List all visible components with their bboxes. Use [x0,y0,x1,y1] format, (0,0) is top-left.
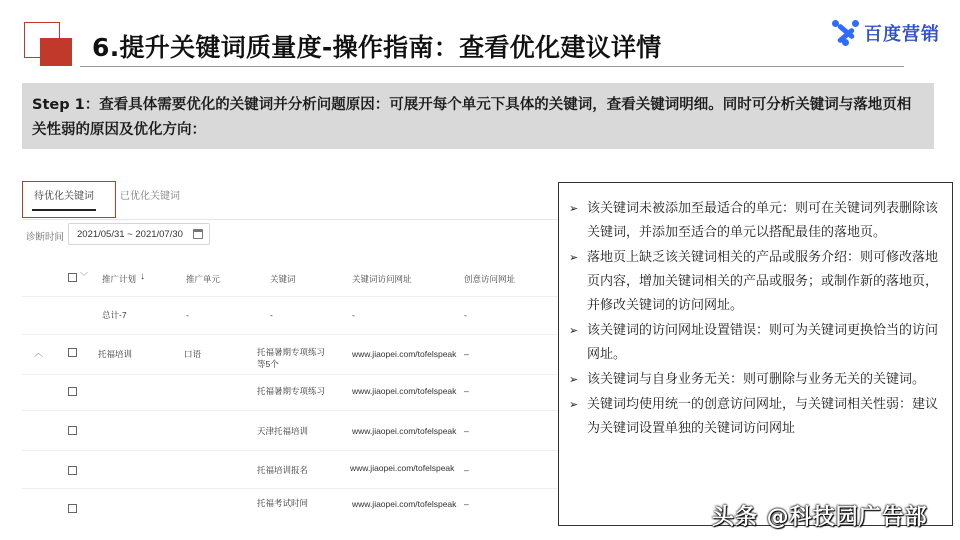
arrow-bullet-icon: ➢ [569,251,579,264]
column-header-plan[interactable]: 推广计划 [102,274,137,284]
collapse-chevron-icon[interactable]: ︿ [34,348,44,358]
diagnosis-date-label: 诊断时间 [26,232,65,243]
note-item [569,246,944,318]
active-tab-underline [32,209,96,211]
row-keyword: 天津托福培训 [257,426,309,436]
sort-arrow-icon[interactable]: ↓ [140,271,145,282]
row-creative-url: – [464,386,469,396]
step-instruction-box [22,83,934,149]
column-header-unit: 推广单元 [186,274,221,284]
row-keyword: 托福考试时间 [257,498,309,508]
row-divider [22,374,558,375]
total-row-url: - [352,310,355,320]
date-range-picker[interactable] [68,223,210,245]
select-all-checkbox[interactable] [68,273,77,282]
row-creative-url: – [464,349,469,359]
total-row-keyword: - [270,310,273,320]
row-plan: 托福培训 [98,349,133,359]
arrow-bullet-icon: ➢ [569,373,579,386]
date-range-value: 2021/05/31 ~ 2021/07/30 [77,229,183,240]
row-checkbox[interactable] [68,426,77,435]
note-item [569,319,944,367]
arrow-bullet-icon: ➢ [569,202,579,215]
tabs-divider [22,219,558,220]
note-text: 该关键词未被添加至最适合的单元：则可在关键词列表删除该关键词，并添加至适合的单元以搭配最佳的落地页。 [587,201,939,240]
row-keyword: 托福暑期专项练习 [257,347,326,357]
slide-title: 6.提升关键词质量度-操作指南：查看优化建议详情 [92,33,662,62]
watermark: 头条 @科技园广告部 [712,505,928,530]
note-item [569,368,944,392]
note-text: 该关键词的访问网址设置错误：则可为关键词更换恰当的访问网址。 [587,323,939,362]
row-keyword: 托福暑期专项练习 [257,386,326,396]
row-keyword-url: www.jiaopei.com/tofelspeak [352,426,457,436]
column-header-creative-url: 创意访问网址 [464,274,516,284]
optimization-notes-box [558,182,953,526]
brand-logo [832,20,940,46]
row-creative-url: – [464,499,469,509]
column-header-keyword-url: 关键词访问网址 [352,274,412,284]
row-keyword-url: www.jiaopei.com/tofelspeak [350,463,455,473]
arrow-bullet-icon: ➢ [569,324,579,337]
note-item [569,197,944,245]
row-unit: 口语 [184,349,202,359]
row-divider [22,488,558,489]
chevron-down-icon[interactable]: ﹀ [80,272,88,281]
note-text: 该关键词与自身业务无关：则可删除与业务无关的关键词。 [587,372,926,387]
row-checkbox[interactable] [68,504,77,513]
row-keyword-url: www.jiaopei.com/tofelspeak [352,499,457,509]
title-divider [80,66,904,67]
row-checkbox[interactable] [68,387,77,396]
row-creative-url: – [464,426,469,436]
total-row-creative-url: - [464,310,467,320]
note-item [569,393,944,441]
title-decoration-block [40,38,72,66]
note-text: 落地页上缺乏该关键词相关的产品或服务介绍：则可修改落地页内容，增加关键词相关的产品或服务；或制作新的落地页，并修改关键词的访问网址。 [587,250,939,313]
row-checkbox[interactable] [68,466,77,475]
row-divider [22,334,558,335]
row-keyword-url: www.jiaopei.com/tofelspeak [352,386,457,396]
row-keyword-count: 等5个 [257,359,279,369]
total-row-unit: - [186,310,189,320]
keyword-optimization-panel [22,176,558,526]
row-checkbox[interactable] [68,348,77,357]
row-creative-url: – [464,465,469,475]
tab-pending-keywords[interactable]: 待优化关键词 [34,191,94,202]
total-row-plan: 总计-7 [102,310,127,320]
step-text: Step 1：查看具体需要优化的关键词并分析问题原因：可展开每个单元下具体的关键词，查看关键词明细。同时可分析关键词与落地页相关性弱的原因及优化方向： [32,97,912,138]
note-text: 关键词均使用统一的创意访问网址，与关键词相关性弱：建议为关键词设置单独的关键词访问网址 [587,397,939,436]
row-divider [22,450,558,451]
column-header-keyword: 关键词 [270,274,296,284]
row-keyword-url: www.jiaopei.com/tofelspeak [352,349,457,359]
header-divider [22,296,558,297]
tab-optimized-keywords[interactable]: 已优化关键词 [120,191,180,202]
baidu-marketing-logo-icon [832,20,860,46]
arrow-bullet-icon: ➢ [569,398,579,411]
row-keyword: 托福培训报名 [257,465,309,475]
calendar-icon [193,229,203,239]
row-divider [22,410,558,411]
brand-name: 百度营销 [864,24,940,45]
